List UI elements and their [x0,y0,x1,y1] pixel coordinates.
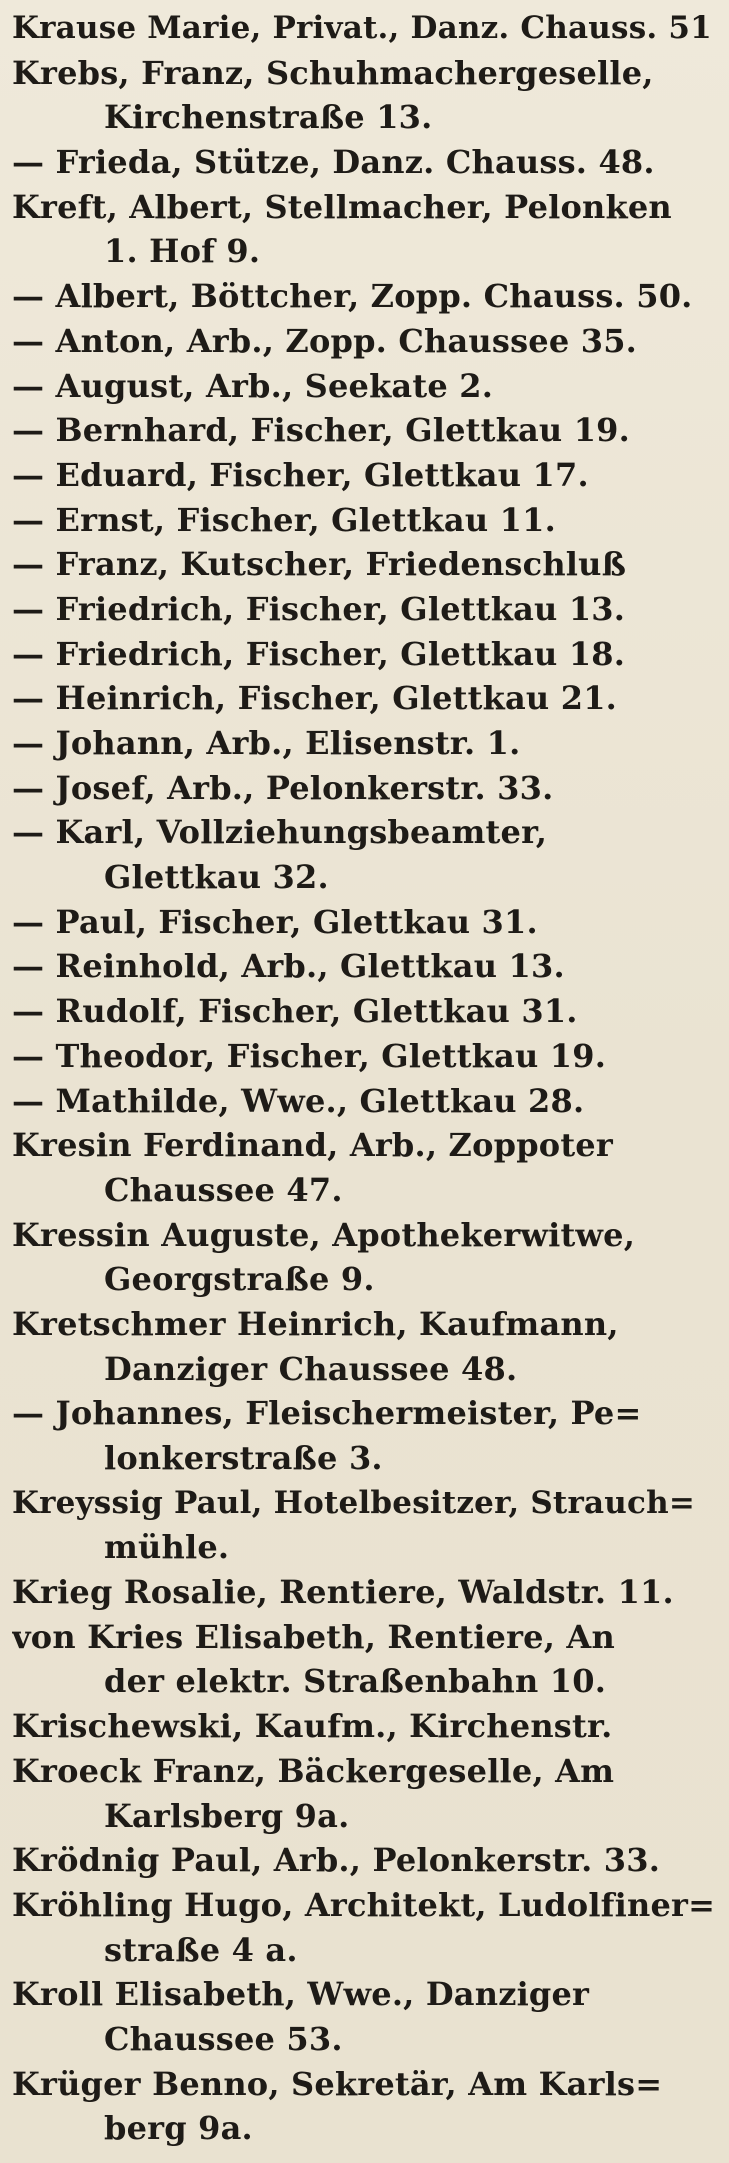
directory-entry: — Paul, Fischer, Glettkau 31. [12,902,538,941]
directory-entry-continuation: Glettkau 32. [104,858,329,897]
directory-entry: von Kries Elisabeth, Rentiere, An [12,1617,615,1656]
directory-entry-continuation: 1. Hof 9. [104,232,261,271]
directory-entry: — Eduard, Fischer, Glettkau 17. [12,455,589,494]
directory-entry-continuation: berg 9a. [104,2109,253,2148]
directory-entry: Kreyssig Paul, Hotelbesitzer, Strauch= [12,1484,696,1521]
directory-entry: — Josef, Arb., Pelonkerstr. 33. [12,768,554,807]
directory-entry: Krieg Rosalie, Rentiere, Waldstr. 11. [12,1573,674,1612]
directory-entry: Kroeck Franz, Bäckergeselle, Am [12,1751,615,1790]
directory-entry: Krebs, Franz, Schuhmachergeselle, [12,53,654,92]
directory-entry-continuation: Georgstraße 9. [104,1260,375,1299]
directory-entry: Krischewski, Kaufm., Kirchenstr. [12,1707,613,1746]
directory-entry-continuation: Chaussee 47. [104,1170,343,1209]
directory-entry: Krüger Benno, Sekretär, Am Karls= [12,2064,663,2103]
directory-entry: — Reinhold, Arb., Glettkau 13. [12,947,565,986]
directory-entry: — Frieda, Stütze, Danz. Chauss. 48. [12,143,655,182]
directory-entry: Kretschmer Heinrich, Kaufmann, [12,1304,619,1343]
directory-entry-continuation: Chaussee 53. [104,2019,343,2058]
directory-entry: — Albert, Böttcher, Zopp. Chauss. 50. [12,277,693,316]
directory-entry: — August, Arb., Seekate 2. [12,366,494,405]
directory-entry-continuation: straße 4 a. [104,1930,298,1969]
directory-entry: — Bernhard, Fischer, Glettkau 19. [12,411,630,450]
directory-entry: — Theodor, Fischer, Glettkau 19. [12,1036,607,1075]
directory-entry: — Johannes, Fleischermeister, Pe= [12,1394,642,1433]
directory-entry: Kressin Auguste, Apothekerwitwe, [12,1215,636,1254]
address-directory-list [12,6,715,2151]
directory-entry-continuation: Kirchenstraße 13. [104,98,433,137]
directory-entry: — Franz, Kutscher, Friedenschluß [12,545,627,584]
directory-entry: — Ernst, Fischer, Glettkau 11. [12,500,556,539]
directory-entry-continuation: der elektr. Straßenbahn 10. [104,1662,607,1701]
directory-entry-continuation: mühle. [104,1528,230,1567]
directory-entry: — Rudolf, Fischer, Glettkau 31. [12,992,578,1031]
directory-entry: — Friedrich, Fischer, Glettkau 18. [12,634,626,673]
directory-entry: — Mathilde, Wwe., Glettkau 28. [12,1081,585,1120]
directory-entry: — Anton, Arb., Zopp. Chaussee 35. [12,321,638,360]
directory-entry-continuation: Karlsberg 9a. [104,1796,350,1835]
directory-entry: Kreft, Albert, Stellmacher, Pelonken [12,187,672,226]
directory-entry: — Friedrich, Fischer, Glettkau 13. [12,589,626,628]
directory-entry: — Johann, Arb., Elisenstr. 1. [12,724,521,762]
directory-entry: Kresin Ferdinand, Arb., Zoppoter [12,1126,613,1165]
directory-entry: Krödnig Paul, Arb., Pelonkerstr. 33. [12,1841,661,1880]
directory-entry-continuation: Danziger Chaussee 48. [104,1349,518,1388]
directory-entry: Krause Marie, Privat., Danz. Chauss. 51 [12,10,712,46]
directory-entry-continuation: lonkerstraße 3. [104,1439,383,1477]
directory-entry: — Heinrich, Fischer, Glettkau 21. [12,679,618,718]
directory-entry: — Karl, Vollziehungsbeamter, [12,813,548,852]
directory-entry: Kröhling Hugo, Architekt, Ludolfiner= [12,1885,715,1924]
directory-entry: Kroll Elisabeth, Wwe., Danziger [12,1975,590,2014]
